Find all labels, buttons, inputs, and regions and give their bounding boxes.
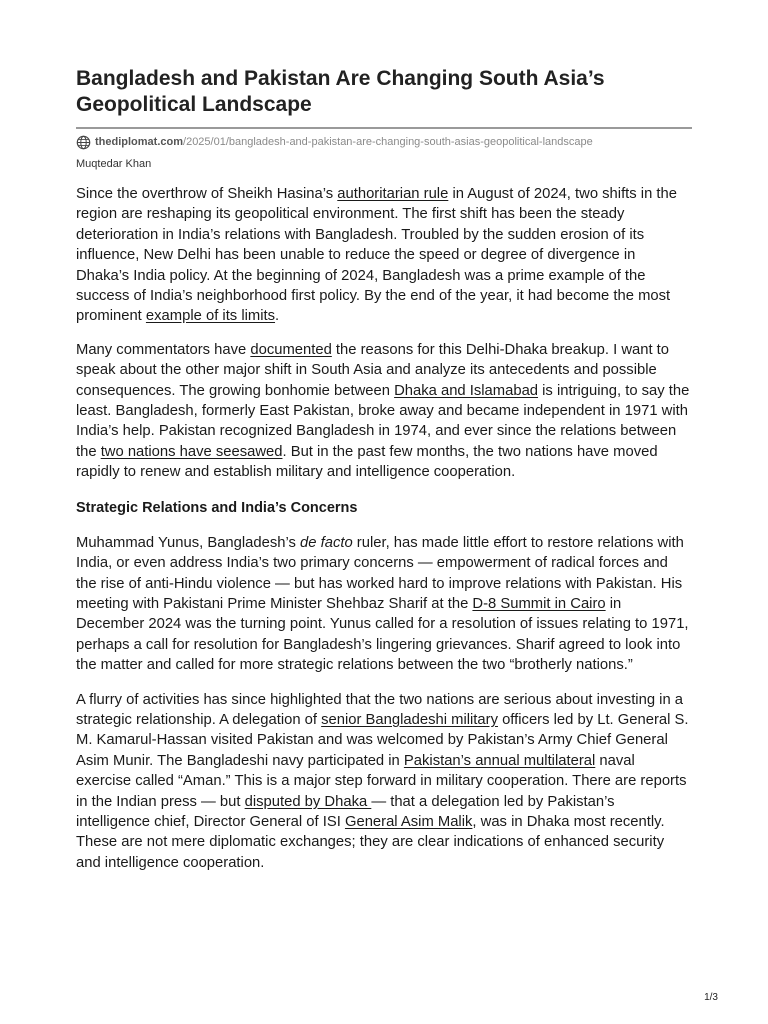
link-example-of-its-limits[interactable]: example of its limits xyxy=(145,308,276,325)
text-span: in August of 2024, two shifts in the region are reshaping its geopolitical environment. The first shift has been the steady deterioration in India’s relations with Bangladesh. Troubled by the sudden erosion of its influence, New Delhi has been unable to reduce the speed or degree of divergence in Dhaka’s India policy. At the beginning of 2024, Bangladesh was a prime example of the success of India’s neighborhood first policy. By the end of the year, it had become the most prominent xyxy=(76,186,678,325)
text-span: — that a delegation led by Pakistan’s intelligence chief, Director General of ISI xyxy=(76,793,615,830)
text-span: , was in Dhaka most recently. These are not mere diplomatic exchanges; they are clear indications of enhanced security and intelligence cooperation. xyxy=(76,813,665,871)
source-domain: thediplomat.com xyxy=(95,136,184,148)
text-span: Many commentators have xyxy=(76,341,251,358)
section-heading: Strategic Relations and India’s Concerns xyxy=(76,499,358,516)
text-span: Muhammad Yunus, Bangladesh’s xyxy=(76,534,301,551)
text-span: the reasons for this Delhi-Dhaka breakup. I want to speak about the other major shift in South Asia and analyze its antecedents and possible consequences. The growing bonhomie between xyxy=(76,341,670,399)
text-span: naval exercise called “Aman.” This is a major step forward in military cooperation. There are reports in the Indian press — but xyxy=(76,752,687,810)
link-pakistans-annual-multilateral[interactable]: Pakistan’s annual multilateral xyxy=(403,752,596,769)
link-disputed-by-dhaka[interactable]: disputed by Dhaka xyxy=(244,793,372,810)
link-documented[interactable]: documented xyxy=(250,341,332,358)
paragraph-1 xyxy=(76,184,692,327)
source-line xyxy=(76,134,692,150)
author-name: Muqtedar Khan xyxy=(76,158,152,170)
paragraph-4 xyxy=(76,690,692,874)
link-senior-bangladeshi-military[interactable]: senior Bangladeshi military xyxy=(321,711,498,728)
source-url[interactable] xyxy=(95,136,593,148)
text-span: A flurry of activities has since highlighted that the two nations are serious about investing in a strategic relationship. A delegation of xyxy=(76,691,684,728)
article xyxy=(76,66,692,873)
source-path: /2025/01/bangladesh-and-pakistan-are-changing-south-asias-geopolitical-landscape xyxy=(183,136,593,148)
globe-icon xyxy=(76,135,91,150)
emphasis-text: de facto xyxy=(300,534,353,551)
paragraph-2 xyxy=(76,340,692,483)
text-span: ruler, has made little effort to restore relations with India, or even address India’s two primary concerns — empowerment of radical forces and the rise of anti-Hindu violence — but has worked hard to improve relations with Pakistan. His meeting with Pakistani Prime Minister Shehbaz Sharif at the xyxy=(76,534,684,612)
text-span: . But in the past few months, the two nations have moved rapidly to renew and establish military and intelligence cooperation. xyxy=(76,443,658,481)
text-span: . xyxy=(275,308,280,325)
link-dhaka-and-islamabad[interactable]: Dhaka and Islamabad xyxy=(394,382,539,399)
article-title: Bangladesh and Pakistan Are Changing South Asia’s Geopolitical Landscape xyxy=(76,67,605,116)
link-two-nations-have-seesawed[interactable]: two nations have seesawed xyxy=(100,443,283,460)
text-span: in December 2024 was the turning point. Yunus called for a resolution of issues relating to 1971, perhaps a call for resolution for Bangladesh’s lingering grievances. Sharif agreed to look into the matter and called for more strategic relations between the two “brotherly nations.” xyxy=(76,595,689,674)
text-span: Since the overthrow of Sheikh Hasina’s xyxy=(76,186,338,202)
text-span: is intriguing, to say the least. Bangladesh, formerly East Pakistan, broke away and became independent in 1971 with India’s help. Pakistan recognized Bangladesh in 1974, and ever since the relations between the xyxy=(76,382,690,460)
paragraph-3 xyxy=(76,533,692,676)
text-span: officers led by Lt. General S. M. Kamarul-Hassan visited Pakistan and was welcomed by Pakistan’s Army Chief General Asim Munir. The Bangladeshi navy participated in xyxy=(76,711,689,769)
page-number: 1/3 xyxy=(704,992,718,1003)
title-divider xyxy=(76,127,692,129)
link-authoritarian-rule[interactable]: authoritarian rule xyxy=(337,186,449,202)
link-d8-summit-in-cairo[interactable]: D-8 Summit in Cairo xyxy=(472,595,606,612)
link-general-asim-malik[interactable]: General Asim Malik xyxy=(344,813,473,830)
